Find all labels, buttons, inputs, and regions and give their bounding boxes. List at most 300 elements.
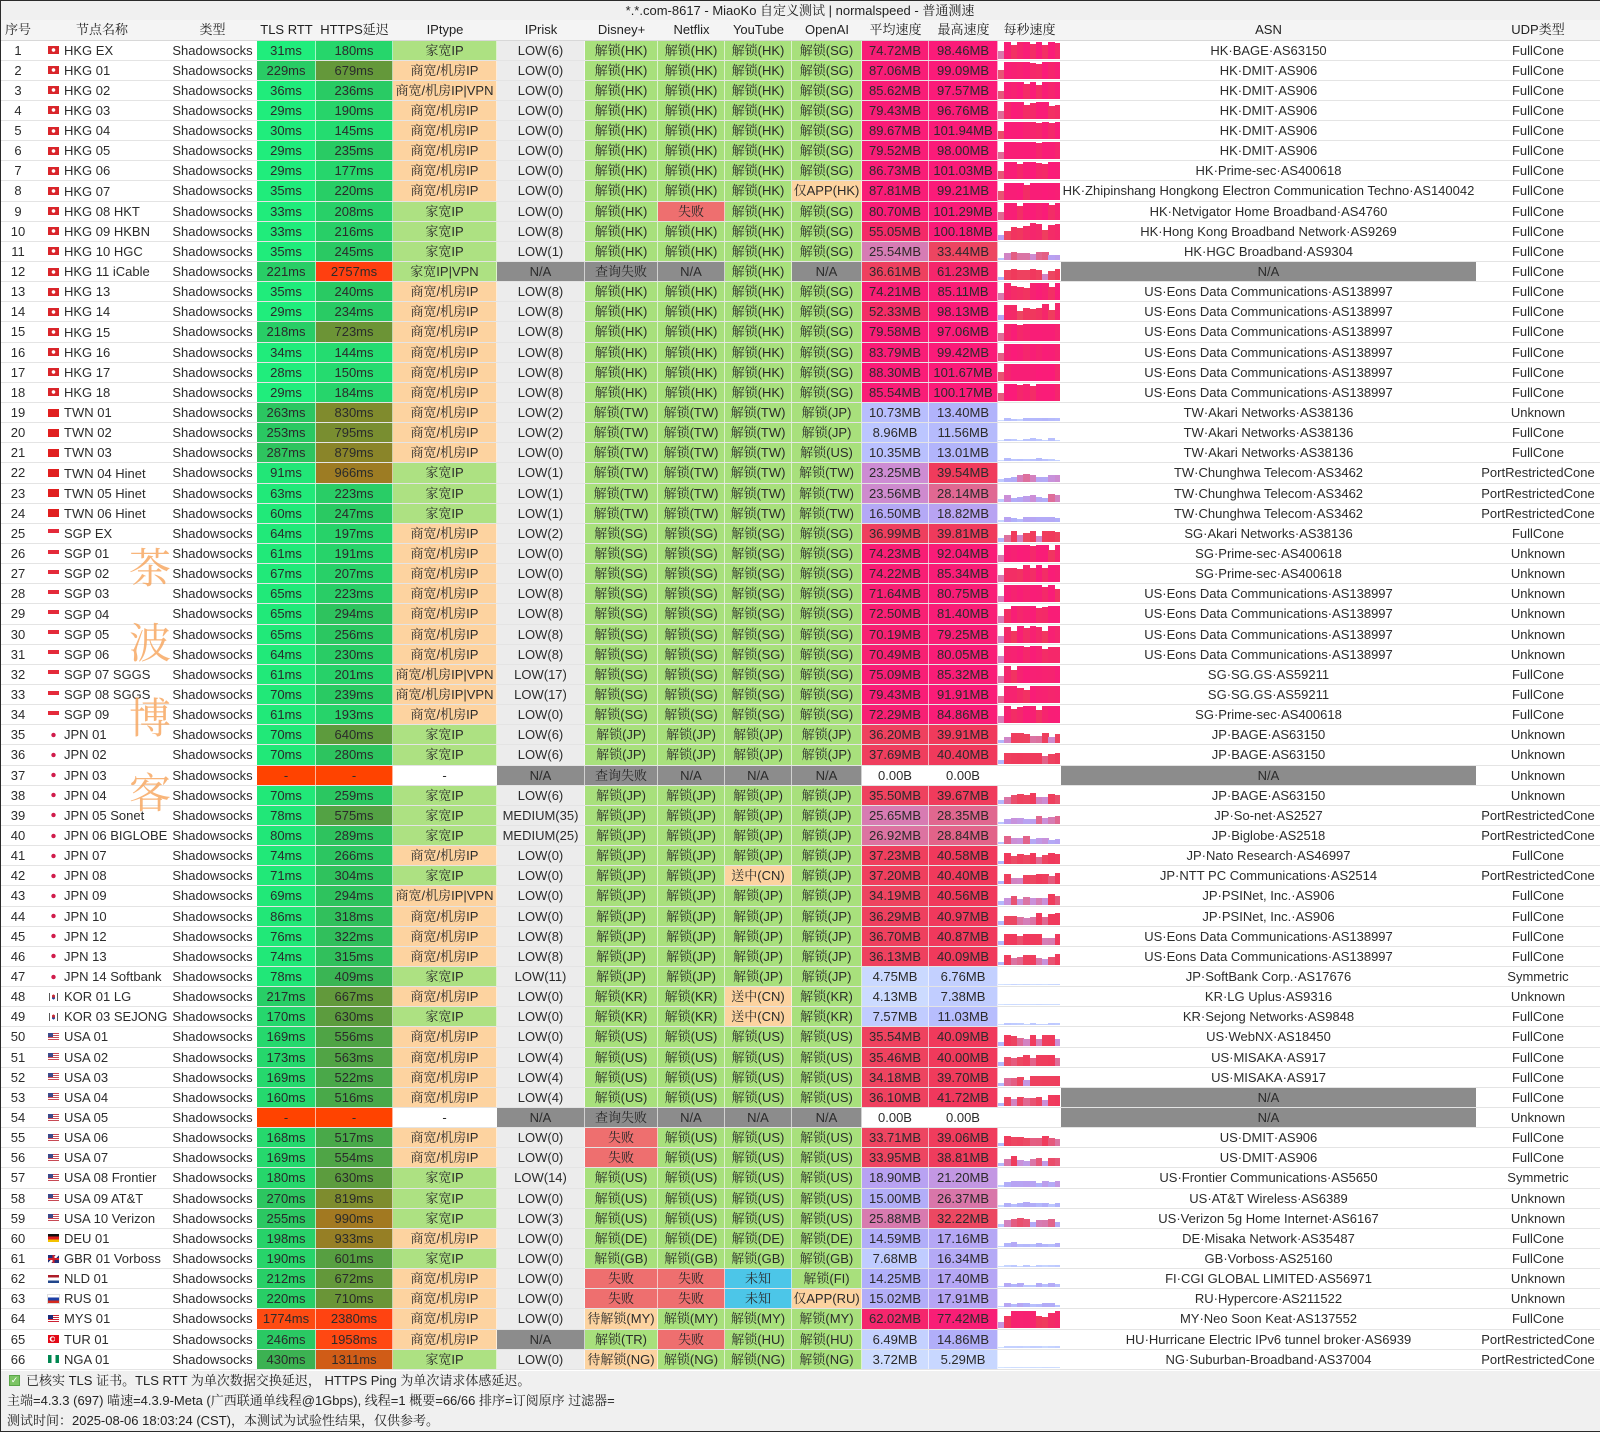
table-row — [0, 584, 1600, 604]
type-cell: Shadowsocks — [172, 646, 253, 662]
sparkline-bar — [1055, 647, 1061, 663]
max-cell: 40.09MB — [929, 947, 998, 966]
sparkline-bar — [1055, 1039, 1061, 1045]
idx-cell: 63 — [10, 1291, 26, 1307]
openai-cell: 解锁(KR) — [792, 1007, 862, 1026]
openai-cell: 解锁(TW) — [792, 504, 862, 523]
idx-cell: 7 — [14, 163, 22, 179]
openai-cell: 解锁(SG) — [792, 625, 862, 644]
node-name-cell — [36, 141, 168, 160]
flag-hk-icon — [48, 46, 59, 54]
flag-jp-icon — [48, 832, 59, 840]
avg-cell: 62.02MB — [862, 1309, 929, 1328]
flag-hk-icon — [48, 368, 59, 376]
netflix-cell: 解锁(JP) — [658, 846, 725, 865]
node-name-cell — [36, 826, 168, 845]
max-cell: 0.00B — [929, 766, 998, 785]
asn-cell: HU·Hurricane Electric IPv6 tunnel broker·AS6939 — [1125, 1331, 1412, 1347]
sparkline-bar — [1055, 62, 1061, 79]
netflix-cell: 解锁(SG) — [658, 584, 725, 603]
node-name-cell — [36, 987, 168, 1006]
disney-cell: 解锁(US) — [585, 1068, 658, 1087]
table-row — [0, 504, 1600, 524]
flag-gb-icon — [48, 1255, 59, 1263]
per-second-speed-sparkline — [998, 161, 1061, 180]
https-cell: 180ms — [316, 41, 393, 60]
per-second-speed-sparkline — [998, 121, 1061, 140]
per-second-speed-sparkline — [998, 564, 1061, 583]
udp-cell: FullCone — [1511, 143, 1565, 159]
udp-cell: PortRestrictedCone — [1481, 807, 1595, 823]
youtube-cell: 解锁(HK) — [725, 61, 792, 80]
sparkline-bar — [1055, 1058, 1061, 1066]
node-name-cell — [36, 1309, 168, 1328]
asn-cell: US·Eons Data Communications·AS138997 — [1144, 304, 1393, 320]
sparkline-bar — [1055, 460, 1061, 462]
iptype-cell: 商宽/机房IP — [393, 1269, 497, 1288]
openai-cell: 解锁(SG) — [792, 302, 862, 321]
tls-cell: 220ms — [257, 1289, 316, 1308]
table-row — [0, 745, 1600, 765]
iprisk-cell: LOW(0) — [497, 1007, 585, 1026]
sparkline-bar — [1055, 839, 1061, 844]
iptype-cell: 商宽/机房IP — [393, 584, 497, 603]
node-name-cell — [36, 544, 168, 563]
netflix-cell: 解锁(JP) — [658, 967, 725, 986]
per-second-speed-sparkline — [998, 41, 1061, 60]
max-cell: 101.94MB — [929, 121, 998, 140]
node-name-cell — [36, 806, 168, 825]
youtube-cell: 未知 — [725, 1289, 792, 1308]
tls-cell: 170ms — [257, 1007, 316, 1026]
node-name-cell — [36, 645, 168, 664]
flag-kr-icon — [48, 993, 59, 1001]
table-row — [0, 1249, 1600, 1269]
disney-cell: 解锁(US) — [585, 1048, 658, 1067]
netflix-cell: N/A — [658, 766, 725, 785]
udp-cell: FullCone — [1511, 707, 1565, 723]
netflix-cell: 解锁(TW) — [658, 504, 725, 523]
avg-cell: 36.29MB — [862, 907, 929, 926]
https-cell: 294ms — [316, 886, 393, 905]
udp-cell: FullCone — [1511, 1049, 1565, 1065]
openai-cell: 解锁(JP) — [792, 907, 862, 926]
max-cell: 5.29MB — [929, 1350, 998, 1369]
sparkline-bar — [1055, 105, 1061, 119]
tls-cell: 78ms — [257, 806, 316, 825]
footer-line-tls — [0, 1371, 1600, 1391]
sparkline-bar — [1055, 954, 1061, 965]
netflix-cell: 解锁(HK) — [658, 61, 725, 80]
node-name: RUS 01 — [64, 1291, 110, 1307]
netflix-cell: 解锁(HK) — [658, 141, 725, 160]
youtube-cell: 解锁(TW) — [725, 484, 792, 503]
node-name: KOR 03 SEJONG — [64, 1009, 168, 1025]
asn-cell: US·Verizon 5g Home Internet·AS6167 — [1158, 1210, 1379, 1226]
per-second-speed-sparkline — [998, 967, 1061, 986]
sparkline-bar — [1055, 1004, 1061, 1005]
asn-cell: US·WebNX·AS18450 — [1206, 1029, 1331, 1045]
openai-cell: 解锁(SG) — [792, 81, 862, 100]
max-cell: 97.57MB — [929, 81, 998, 100]
netflix-cell: 解锁(SG) — [658, 544, 725, 563]
udp-cell: PortRestrictedCone — [1481, 1331, 1595, 1347]
iprisk-cell: LOW(8) — [497, 947, 585, 966]
type-cell: Shadowsocks — [172, 1291, 253, 1307]
openai-cell: 解锁(SG) — [792, 141, 862, 160]
asn-cell: US·AT&T Wireless·AS6389 — [1189, 1190, 1348, 1206]
disney-cell: 解锁(KR) — [585, 987, 658, 1006]
openai-cell: 解锁(US) — [792, 1168, 862, 1187]
avg-cell: 72.50MB — [862, 604, 929, 623]
type-cell: Shadowsocks — [172, 566, 253, 582]
node-name: JPN 10 — [64, 908, 107, 924]
sparkline-bar — [1055, 1305, 1061, 1308]
node-name-cell — [36, 1229, 168, 1248]
idx-cell: 21 — [10, 445, 26, 461]
tls-cell: 61ms — [257, 665, 316, 684]
disney-cell: 失败 — [585, 1148, 658, 1167]
disney-cell: 解锁(TW) — [585, 403, 658, 422]
disney-cell: 解锁(SG) — [585, 604, 658, 623]
iprisk-cell: LOW(4) — [497, 1088, 585, 1107]
https-cell: 990ms — [316, 1209, 393, 1228]
netflix-cell: 解锁(SG) — [658, 564, 725, 583]
tls-cell: 169ms — [257, 1027, 316, 1046]
iptype-cell: 商宽/机房IP — [393, 1229, 497, 1248]
iptype-cell: 商宽/机房IP — [393, 987, 497, 1006]
node-name-cell — [36, 242, 168, 261]
iptype-cell: 家宽IP — [393, 463, 497, 482]
sparkline-bar — [1055, 706, 1061, 723]
youtube-cell: 解锁(SG) — [725, 685, 792, 704]
netflix-cell: 失败 — [658, 1269, 725, 1288]
https-cell: 2380ms — [316, 1309, 393, 1328]
asn-cell: US·Frontier Communications·AS5650 — [1159, 1170, 1378, 1186]
iptype-cell: 家宽IP — [393, 786, 497, 805]
sparkline-bar — [1055, 122, 1061, 139]
udp-cell: Unknown — [1510, 626, 1566, 642]
iptype-cell: 商宽/机房IP — [393, 927, 497, 946]
node-name: JPN 07 — [64, 848, 107, 864]
idx-cell: 66 — [10, 1351, 26, 1367]
openai-cell: 解锁(SG) — [792, 202, 862, 221]
sparkline-bar — [1055, 269, 1061, 280]
flag-sg-icon — [48, 691, 59, 699]
idx-cell: 51 — [10, 1049, 26, 1065]
https-cell: 554ms — [316, 1148, 393, 1167]
avg-cell: 6.49MB — [862, 1330, 929, 1349]
node-name: TWN 03 — [64, 445, 112, 461]
flag-hk-icon — [48, 247, 59, 255]
table-row — [0, 564, 1600, 584]
max-cell: 99.42MB — [929, 343, 998, 362]
max-cell: 98.00MB — [929, 141, 998, 160]
node-name: JPN 05 Sonet — [64, 807, 145, 823]
iptype-cell: 家宽IP — [393, 1168, 497, 1187]
openai-cell: 仅APP(HK) — [792, 181, 862, 200]
tls-cell: 61ms — [257, 705, 316, 724]
per-second-speed-sparkline — [998, 604, 1061, 623]
node-name-cell — [36, 1209, 168, 1228]
asn-cell: US·Eons Data Communications·AS138997 — [1144, 626, 1393, 642]
footer-tls-note: 已核实 TLS 证书。TLS RTT 为单次数据交换延迟， HTTPS Ping 为单次请求体感延迟。 — [26, 1372, 531, 1388]
disney-cell: 待解锁(MY) — [585, 1309, 658, 1328]
node-name: TUR 01 — [64, 1331, 109, 1347]
openai-cell: 解锁(US) — [792, 1189, 862, 1208]
tls-cell: 287ms — [257, 443, 316, 462]
tls-cell: 229ms — [257, 61, 316, 80]
youtube-cell: 解锁(SG) — [725, 645, 792, 664]
openai-cell: 解锁(SG) — [792, 41, 862, 60]
sparkline-bar — [1055, 364, 1061, 381]
flag-jp-icon — [48, 952, 59, 960]
tls-cell: 169ms — [257, 1068, 316, 1087]
tls-cell: 74ms — [257, 947, 316, 966]
iprisk-cell: LOW(0) — [497, 1289, 585, 1308]
flag-hk-icon — [48, 106, 59, 114]
netflix-cell: 解锁(TW) — [658, 423, 725, 442]
column-header-max: 最高速度 — [937, 22, 990, 37]
youtube-cell: 解锁(US) — [725, 1048, 792, 1067]
idx-cell: 1 — [14, 42, 22, 58]
idx-cell: 45 — [10, 928, 26, 944]
youtube-cell: 解锁(HK) — [725, 161, 792, 180]
type-cell: Shadowsocks — [172, 223, 253, 239]
openai-cell: 解锁(SG) — [792, 61, 862, 80]
disney-cell: 解锁(JP) — [585, 866, 658, 885]
sparkline-bar — [1055, 384, 1061, 401]
column-header-asn: ASN — [1255, 22, 1282, 37]
node-name-cell — [36, 625, 168, 644]
iprisk-cell: LOW(0) — [497, 1350, 585, 1369]
asn-cell: HK·Prime-sec·AS400618 — [1195, 163, 1342, 179]
iptype-cell: 家宽IP — [393, 484, 497, 503]
avg-cell: 26.92MB — [862, 826, 929, 845]
netflix-cell: 解锁(JP) — [658, 725, 725, 744]
openai-cell: 解锁(SG) — [792, 161, 862, 180]
table-row — [0, 886, 1600, 906]
avg-cell: 36.13MB — [862, 947, 929, 966]
table-row — [0, 101, 1600, 121]
table-row — [0, 1350, 1600, 1370]
column-header-tls: TLS RTT — [260, 22, 313, 37]
openai-cell: 解锁(GB) — [792, 1249, 862, 1268]
type-cell: Shadowsocks — [172, 707, 253, 723]
per-second-speed-sparkline — [998, 222, 1061, 241]
https-cell: 575ms — [316, 806, 393, 825]
openai-cell: 解锁(US) — [792, 1148, 862, 1167]
node-name: SGP 04 — [64, 606, 110, 622]
idx-cell: 41 — [10, 848, 26, 864]
per-second-speed-sparkline — [998, 1128, 1061, 1147]
openai-cell: 解锁(SG) — [792, 242, 862, 261]
https-cell: 235ms — [316, 141, 393, 160]
youtube-cell: 解锁(SG) — [725, 564, 792, 583]
avg-cell: 89.67MB — [862, 121, 929, 140]
sparkline-bar — [1055, 854, 1061, 865]
youtube-cell: 解锁(US) — [725, 1168, 792, 1187]
max-cell: 80.05MB — [929, 645, 998, 664]
iprisk-cell: LOW(1) — [497, 242, 585, 261]
disney-cell: 解锁(HK) — [585, 81, 658, 100]
asn-cell: JP·Nato Research·AS46997 — [1186, 848, 1351, 864]
type-cell: Shadowsocks — [172, 1069, 253, 1085]
udp-cell: PortRestrictedCone — [1481, 827, 1595, 843]
iprisk-cell: LOW(8) — [497, 302, 585, 321]
node-name: SGP 08 SGGS — [64, 687, 151, 703]
asn-cell: US·Eons Data Communications·AS138997 — [1144, 364, 1393, 380]
disney-cell: 解锁(JP) — [585, 725, 658, 744]
udp-cell: FullCone — [1511, 304, 1565, 320]
per-second-speed-sparkline — [998, 866, 1061, 885]
https-cell: 256ms — [316, 625, 393, 644]
tls-cell: 253ms — [257, 423, 316, 442]
max-cell: 38.81MB — [929, 1148, 998, 1167]
per-second-speed-sparkline — [998, 725, 1061, 744]
per-second-speed-sparkline — [998, 81, 1061, 100]
avg-cell: 10.35MB — [862, 443, 929, 462]
iptype-cell: 家宽IP — [393, 41, 497, 60]
iprisk-cell: LOW(14) — [497, 1168, 585, 1187]
type-cell: Shadowsocks — [172, 1250, 253, 1266]
node-name: SGP 07 SGGS — [64, 666, 151, 682]
openai-cell: 解锁(SG) — [792, 383, 862, 402]
iprisk-cell: LOW(8) — [497, 383, 585, 402]
sparkline-bar — [1055, 913, 1061, 924]
tls-cell: 65ms — [257, 625, 316, 644]
idx-cell: 62 — [10, 1271, 26, 1287]
tls-cell: 80ms — [257, 826, 316, 845]
netflix-cell: 解锁(TW) — [658, 484, 725, 503]
tls-cell: 63ms — [257, 484, 316, 503]
table-row — [0, 685, 1600, 705]
netflix-cell: 解锁(KR) — [658, 1007, 725, 1026]
sparkline-bar — [1055, 589, 1061, 602]
node-name-cell — [36, 101, 168, 120]
netflix-cell: 解锁(DE) — [658, 1229, 725, 1248]
tls-cell: 86ms — [257, 907, 316, 926]
udp-cell: FullCone — [1511, 1230, 1565, 1246]
node-name-cell — [36, 907, 168, 926]
youtube-cell: 解锁(US) — [725, 1088, 792, 1107]
table-row — [0, 846, 1600, 866]
asn-cell: JP·Biglobe·AS2518 — [1211, 827, 1326, 843]
netflix-cell: 解锁(HK) — [658, 282, 725, 301]
per-second-speed-sparkline — [998, 1048, 1061, 1067]
https-cell: 197ms — [316, 524, 393, 543]
node-name: JPN 12 — [64, 928, 107, 944]
avg-cell: 36.99MB — [862, 524, 929, 543]
idx-cell: 22 — [10, 465, 26, 481]
avg-cell: 83.79MB — [862, 343, 929, 362]
sparkline-bar — [1055, 1346, 1061, 1348]
type-cell: Shadowsocks — [172, 807, 253, 823]
asn-cell: HK·DMIT·AS906 — [1219, 102, 1318, 118]
flag-us-icon — [48, 1053, 59, 1061]
tls-cell: 70ms — [257, 786, 316, 805]
disney-cell: 解锁(JP) — [585, 786, 658, 805]
idx-cell: 10 — [10, 223, 26, 239]
udp-cell: FullCone — [1511, 324, 1565, 340]
per-second-speed-sparkline — [998, 141, 1061, 160]
flag-jp-icon — [48, 912, 59, 920]
type-cell: Shadowsocks — [172, 525, 253, 541]
udp-cell: FullCone — [1511, 1089, 1565, 1105]
iprisk-cell: LOW(8) — [497, 645, 585, 664]
iprisk-cell: LOW(8) — [497, 322, 585, 341]
disney-cell: 解锁(JP) — [585, 846, 658, 865]
tls-cell: 263ms — [257, 403, 316, 422]
netflix-cell: 解锁(HK) — [658, 101, 725, 120]
youtube-cell: 解锁(JP) — [725, 826, 792, 845]
iprisk-cell: LOW(2) — [497, 423, 585, 442]
disney-cell: 失败 — [585, 1128, 658, 1147]
flag-hk-icon — [48, 207, 59, 215]
netflix-cell: 解锁(SG) — [658, 524, 725, 543]
asn-cell: US·Eons Data Communications·AS138997 — [1144, 384, 1393, 400]
node-name-cell — [36, 725, 168, 744]
tls-cell: 190ms — [257, 1249, 316, 1268]
idx-cell: 24 — [10, 505, 26, 521]
tls-cell: 1774ms — [257, 1309, 316, 1328]
node-name-cell — [36, 383, 168, 402]
per-second-speed-sparkline — [998, 1189, 1061, 1208]
disney-cell: 解锁(JP) — [585, 826, 658, 845]
node-name-cell — [36, 222, 168, 241]
https-cell: 193ms — [316, 705, 393, 724]
per-second-speed-sparkline — [998, 524, 1061, 543]
https-cell: 723ms — [316, 322, 393, 341]
max-cell: 84.86MB — [929, 705, 998, 724]
node-name: JPN 06 BIGLOBE — [64, 828, 168, 844]
flag-tw-icon — [48, 509, 59, 517]
asn-cell: HK·DMIT·AS906 — [1219, 82, 1318, 98]
per-second-speed-sparkline — [998, 907, 1061, 926]
node-name-cell — [36, 1048, 168, 1067]
node-name: SGP 03 — [64, 586, 110, 602]
flag-hk-icon — [48, 86, 59, 94]
https-cell: 245ms — [316, 242, 393, 261]
youtube-cell: 解锁(SG) — [725, 665, 792, 684]
iprisk-cell: LOW(4) — [497, 1068, 585, 1087]
per-second-speed-sparkline — [998, 947, 1061, 966]
idx-cell: 31 — [10, 646, 26, 662]
avg-cell: 79.52MB — [862, 141, 929, 160]
asn-cell: US·Eons Data Communications·AS138997 — [1144, 586, 1393, 602]
results-table-body — [0, 41, 1600, 1370]
iprisk-cell: LOW(0) — [497, 987, 585, 1006]
idx-cell: 48 — [10, 989, 26, 1005]
iprisk-cell: LOW(0) — [497, 161, 585, 180]
youtube-cell: 解锁(TW) — [725, 443, 792, 462]
per-second-speed-sparkline — [998, 786, 1061, 805]
node-name: SGP 09 — [64, 707, 110, 723]
disney-cell: 解锁(JP) — [585, 927, 658, 946]
idx-cell: 5 — [14, 123, 22, 139]
disney-cell: 解锁(JP) — [585, 907, 658, 926]
node-name: SGP EX — [64, 525, 113, 541]
node-name: NLD 01 — [64, 1271, 109, 1287]
disney-cell: 解锁(HK) — [585, 282, 658, 301]
asn-cell: TW·Akari Networks·AS38136 — [1183, 405, 1354, 421]
avg-cell: 4.13MB — [862, 987, 929, 1006]
youtube-cell: 解锁(JP) — [725, 927, 792, 946]
openai-cell: 解锁(SG) — [792, 604, 862, 623]
iprisk-cell: LOW(17) — [497, 685, 585, 704]
asn-cell: JP·BAGE·AS63150 — [1211, 787, 1326, 803]
flag-jp-icon — [48, 872, 59, 880]
